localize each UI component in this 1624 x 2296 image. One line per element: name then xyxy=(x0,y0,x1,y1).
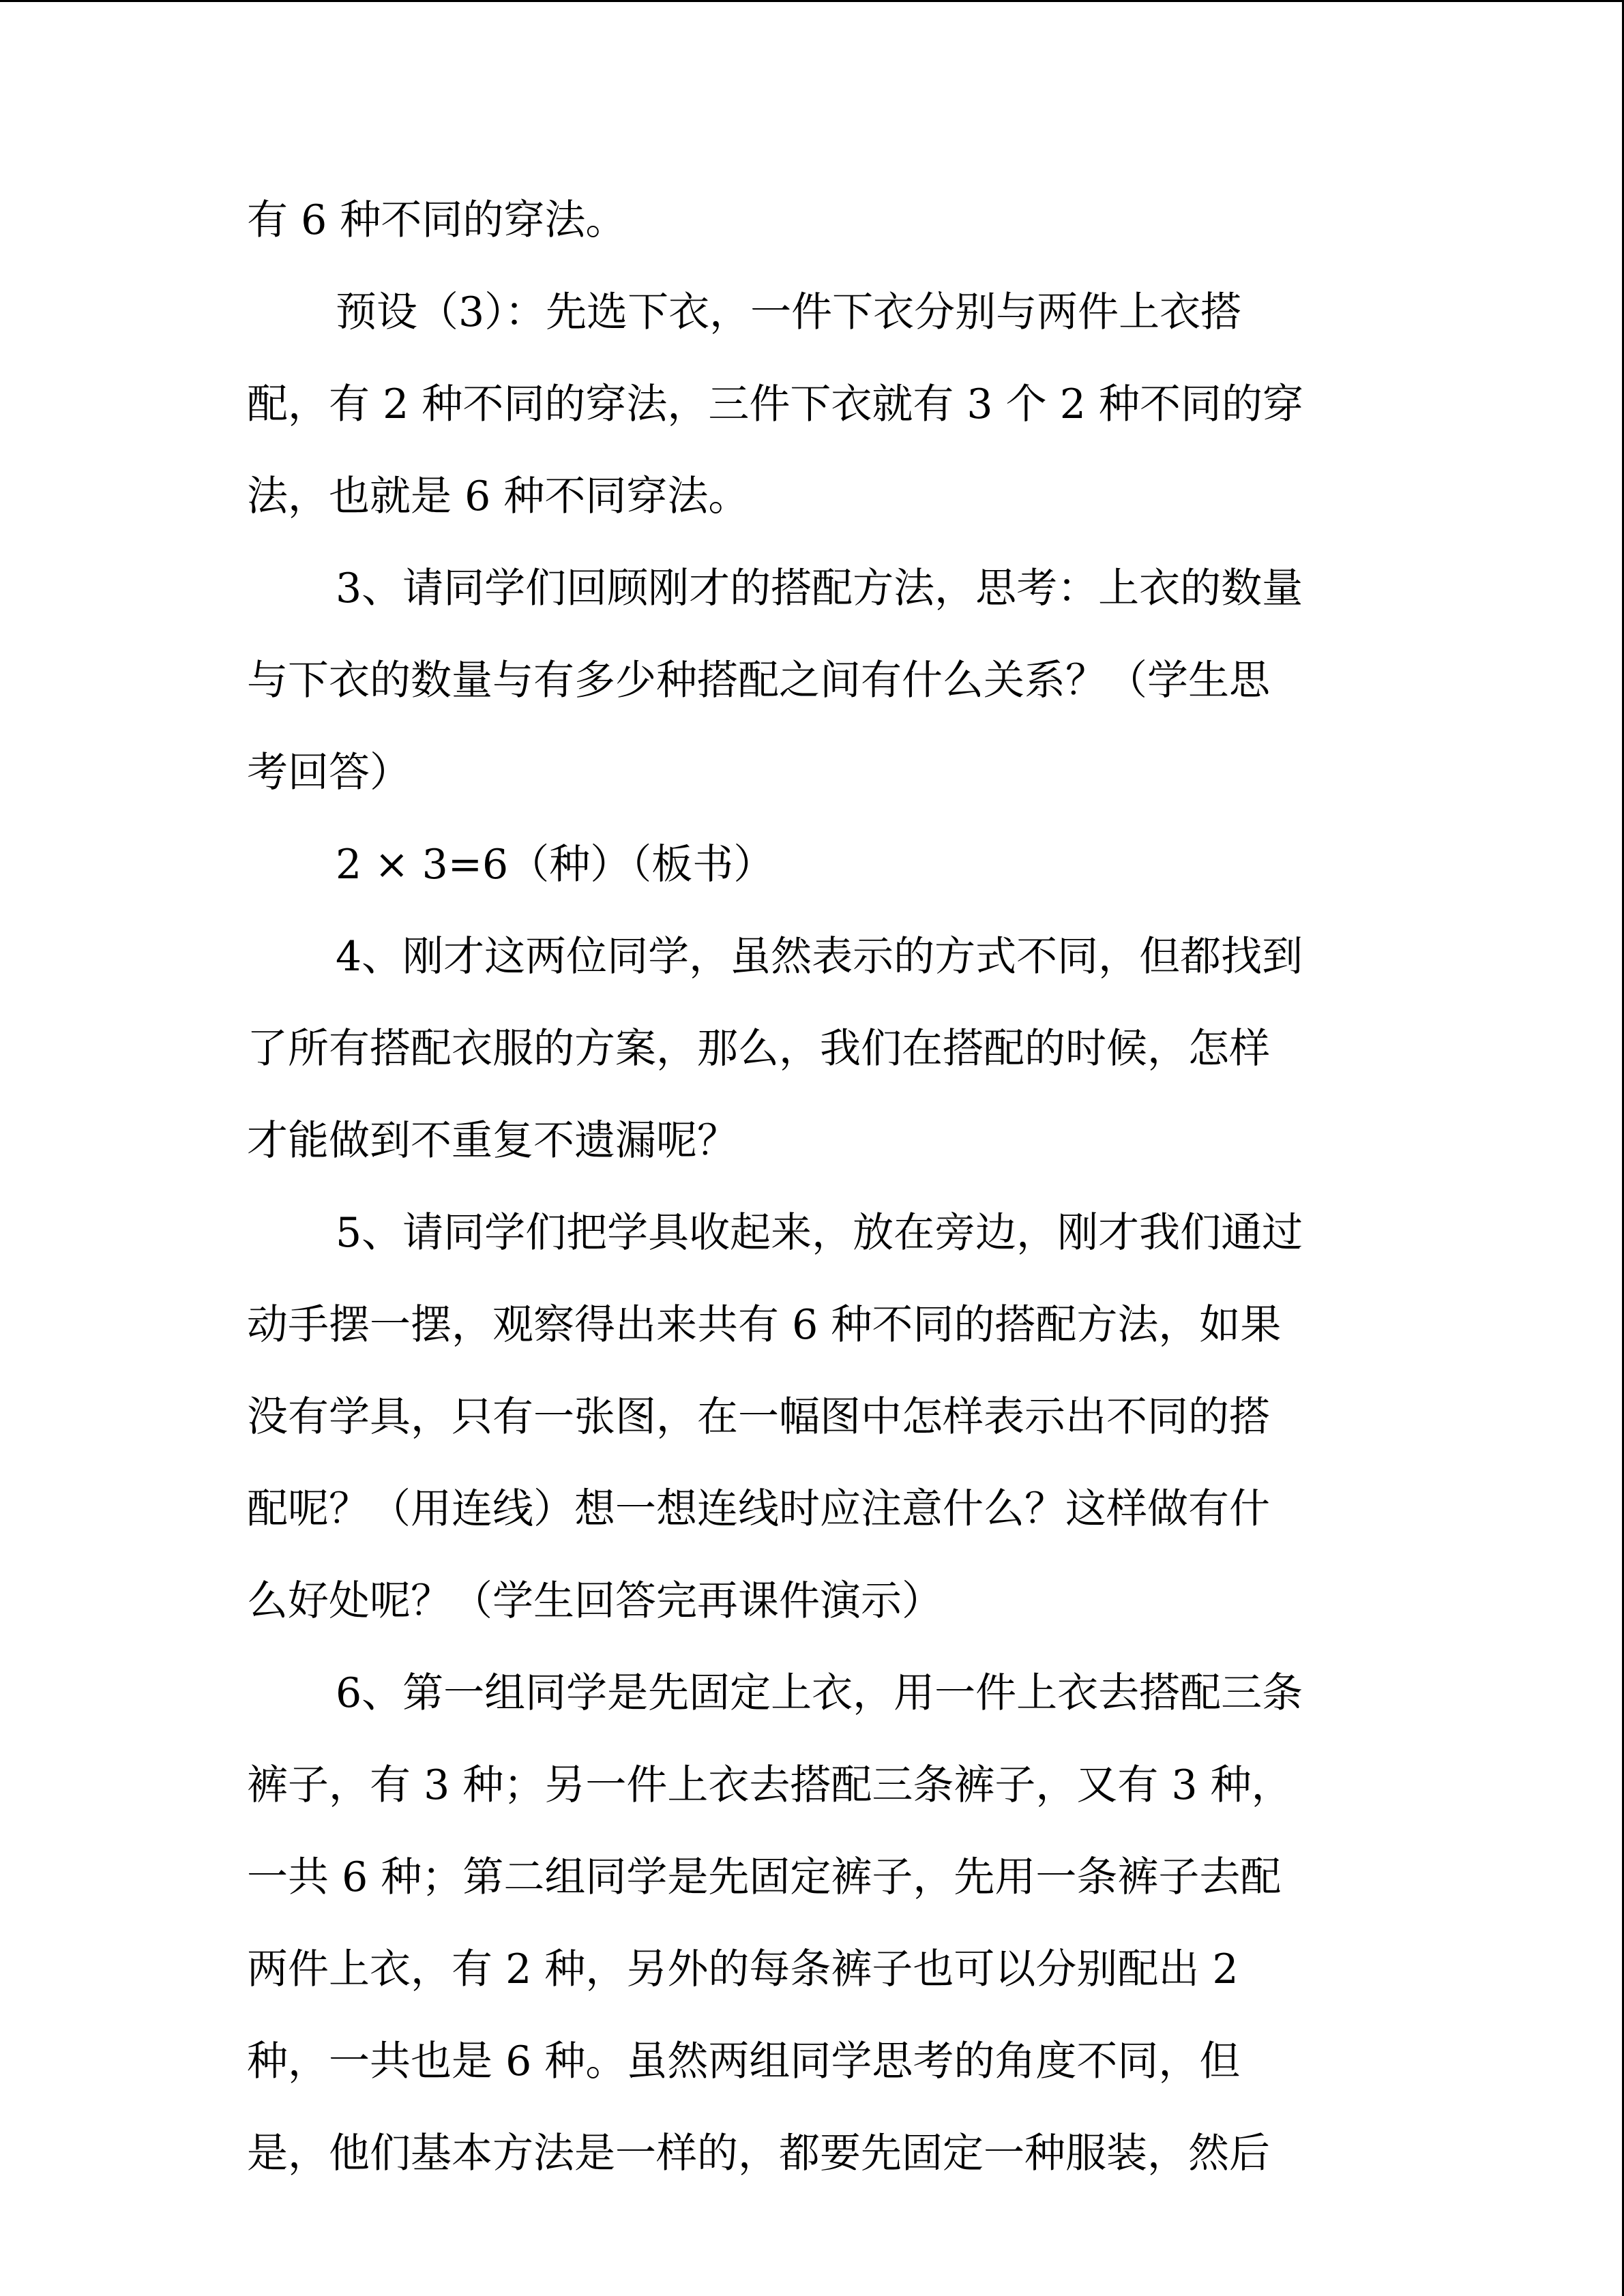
text-line: 预设（3）：先选下衣，一件下衣分别与两件上衣搭 xyxy=(336,288,1242,336)
text-line: 4、刚才这两位同学，虽然表示的方式不同，但都找到 xyxy=(336,933,1303,981)
text-line: 么好处呢？（学生回答完再课件演示） xyxy=(247,1577,943,1625)
text-line: 配，有 2 种不同的穿法，三件下衣就有 3 个 2 种不同的穿 xyxy=(247,381,1303,428)
text-line: 才能做到不重复不遗漏呢？ xyxy=(247,1117,738,1165)
text-line: 没有学具，只有一张图，在一幅图中怎样表示出不同的搭 xyxy=(247,1393,1270,1441)
text-line: 与下衣的数量与有多少种搭配之间有什么关系？（学生思 xyxy=(247,657,1270,704)
text-line: 考回答） xyxy=(247,749,411,796)
text-line: 动手摆一摆，观察得出来共有 6 种不同的搭配方法，如果 xyxy=(247,1301,1282,1349)
text-line: 种，一共也是 6 种。虽然两组同学思考的角度不同，但 xyxy=(247,2038,1241,2085)
text-line: 2 × 3=6（种）（板书） xyxy=(336,841,775,889)
text-line: 6、第一组同学是先固定上衣，用一件上衣去搭配三条 xyxy=(336,1669,1303,1717)
text-line: 一共 6 种；第二组同学是先固定裤子，先用一条裤子去配 xyxy=(247,1853,1282,1901)
text-line: 了所有搭配衣服的方案，那么，我们在搭配的时候，怎样 xyxy=(247,1025,1270,1073)
text-line: 5、请同学们把学具收起来，放在旁边，刚才我们通过 xyxy=(336,1209,1303,1257)
text-line: 是，他们基本方法是一样的，都要先固定一种服装，然后 xyxy=(247,2130,1270,2177)
text-line: 裤子，有 3 种；另一件上衣去搭配三条裤子，又有 3 种， xyxy=(247,1761,1293,1809)
text-line: 有 6 种不同的穿法。 xyxy=(247,196,627,244)
text-line: 配呢？（用连线）想一想连线时应注意什么？这样做有什 xyxy=(247,1485,1270,1533)
text-line: 两件上衣，有 2 种，另外的每条裤子也可以分别配出 2 xyxy=(247,1945,1239,1993)
text-line: 3、请同学们回顾刚才的搭配方法，思考：上衣的数量 xyxy=(336,565,1303,612)
text-line: 法，也就是 6 种不同穿法。 xyxy=(247,473,750,520)
